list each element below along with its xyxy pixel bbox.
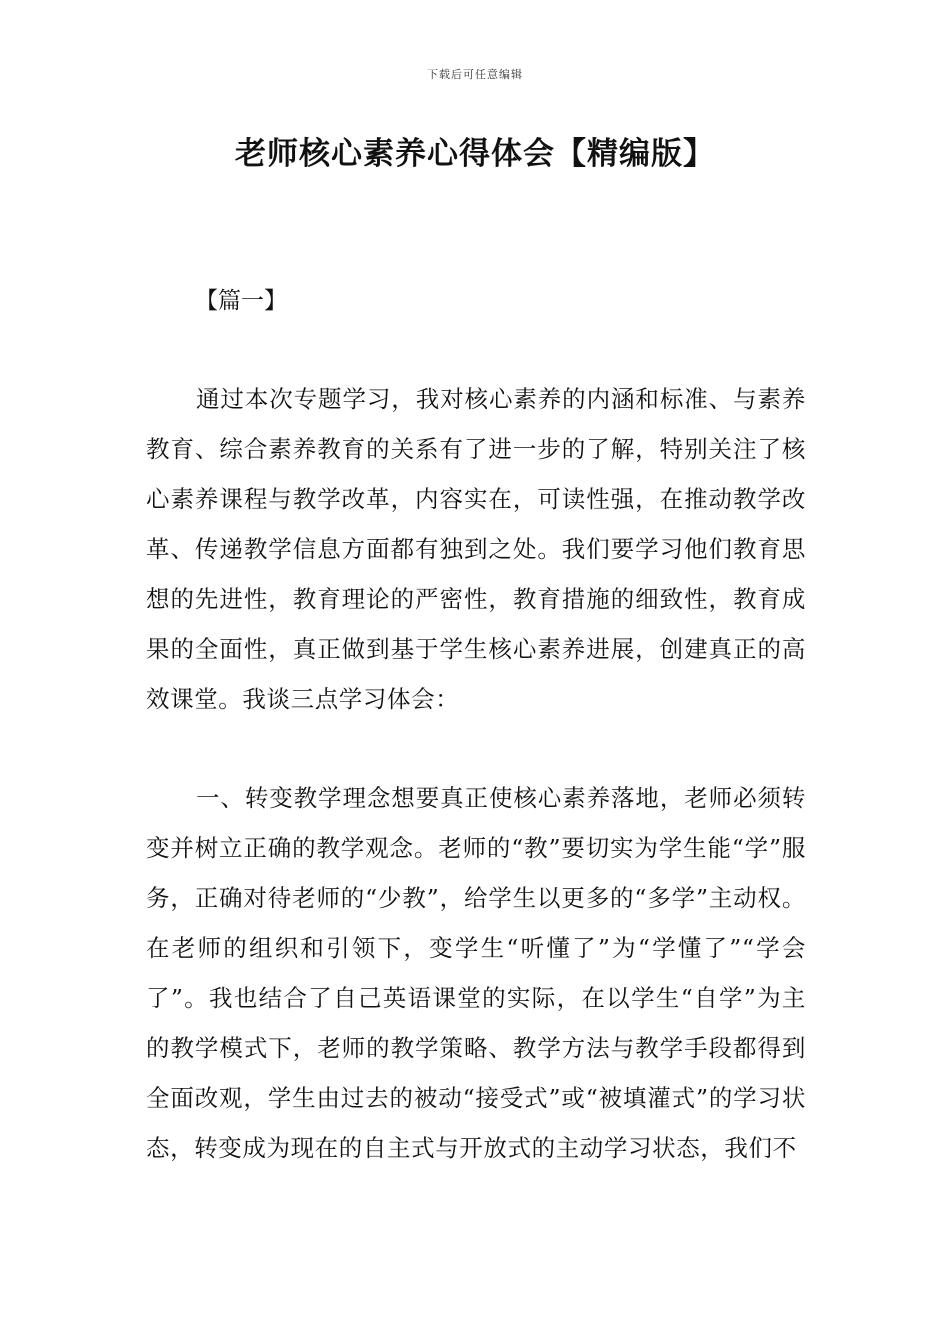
page-header-note: 下载后可任意编辑	[427, 68, 523, 81]
document-title: 老师核心素养心得体会【精编版】	[235, 136, 715, 172]
paragraph-intro: 通过本次专题学习，我对核心素养的内涵和标准、与素养教育、综合素养教育的关系有了进一步的了解，特别关注了核心素养课程与教学改革，内容实在，可读性强，在推动教学改革、传递教学信息方面都有独到之处。我们要学习他们教育思想的先进性，教育理论的严密性，教育措施的细致性，教育成果的全面性，真正做到基于学生核心素养进展，创建真正的高效课堂。我谈三点学习体会：	[146, 385, 806, 713]
section-label: 【篇一】	[195, 288, 287, 314]
paragraph-point-one: 一、转变教学理念想要真正使核心素养落地，老师必须转变并树立正确的教学观念。老师的“教”要切实为学生能“学”服务，正确对待老师的“少教”，给学生以更多的“多学”主动权。在老师的组织和引领下，变学生“听懂了”为“学懂了”“学会了”。我也结合了自己英语课堂的实际，在以学生“自学”为主的教学模式下，老师的教学策略、教学方法与教学手段都得到全面改观，学生由过去的被动“接受式”或“被填灌式”的学习状态，转变成为现在的自主式与开放式的主动学习状态，我们不	[146, 784, 806, 1162]
